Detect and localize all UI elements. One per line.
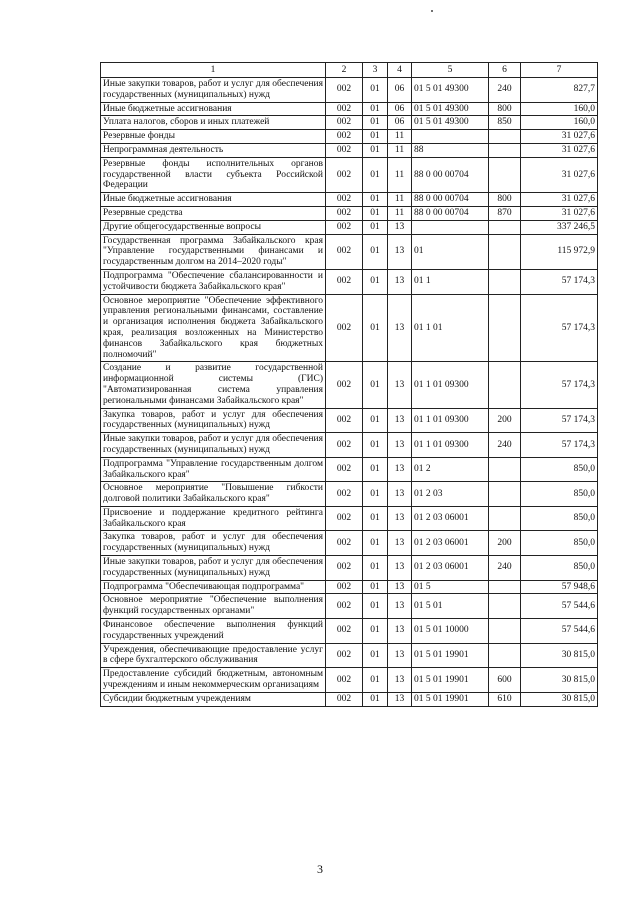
row-name-cell: Учреждения, обеспечивающие предоставление услуг в сфере бухгалтерского обслуживания [101, 643, 326, 668]
table-row [101, 234, 598, 269]
target-article-cell: 01 5 01 19901 [412, 692, 489, 706]
expense-type-cell: 240 [489, 556, 521, 581]
expense-type-cell [489, 130, 521, 144]
amount-cell: 160,0 [521, 116, 598, 130]
target-article-cell: 88 0 00 00704 [412, 157, 489, 192]
target-article-cell: 88 [412, 143, 489, 157]
row-name-cell: Создание и развитие государственной информационной системы (ГИС) "Автоматизированная система управления региональными финансами Забайкальского края" [101, 362, 326, 408]
section-cell: 01 [363, 193, 388, 207]
table-row [101, 619, 598, 644]
section-cell: 01 [363, 531, 388, 556]
table-row [101, 220, 598, 234]
amount-cell: 30 815,0 [521, 692, 598, 706]
table-row [101, 643, 598, 668]
admin-code-cell: 002 [326, 408, 363, 433]
table-row [101, 692, 598, 706]
target-article-cell: 88 0 00 00704 [412, 193, 489, 207]
column-header: 2 [326, 63, 363, 78]
expense-type-cell [489, 482, 521, 507]
subsection-cell: 11 [388, 193, 412, 207]
target-article-cell: 01 2 03 06001 [412, 506, 489, 531]
row-name-cell: Иные бюджетные ассигнования [101, 193, 326, 207]
amount-cell: 57 174,3 [521, 408, 598, 433]
expense-type-cell [489, 457, 521, 482]
subsection-cell: 06 [388, 116, 412, 130]
admin-code-cell: 002 [326, 594, 363, 619]
subsection-cell: 11 [388, 157, 412, 192]
row-name-cell: Государственная программа Забайкальского края "Управление государственными финансами и государственным долгом на 2014–2020 годы" [101, 234, 326, 269]
subsection-cell: 11 [388, 206, 412, 220]
expense-type-cell [489, 294, 521, 362]
target-article-cell: 01 1 [412, 269, 489, 294]
row-name-cell: Основное мероприятие "Повышение гибкости долговой политики Забайкальского края" [101, 482, 326, 507]
admin-code-cell: 002 [326, 433, 363, 458]
expense-type-cell: 200 [489, 408, 521, 433]
section-cell: 01 [363, 206, 388, 220]
row-name-cell: Субсидии бюджетным учреждениям [101, 692, 326, 706]
section-cell: 01 [363, 692, 388, 706]
amount-cell: 57 174,3 [521, 294, 598, 362]
target-article-cell: 01 5 01 19901 [412, 643, 489, 668]
subsection-cell: 13 [388, 643, 412, 668]
subsection-cell: 13 [388, 594, 412, 619]
section-cell: 01 [363, 619, 388, 644]
target-article-cell: 01 1 01 [412, 294, 489, 362]
section-cell: 01 [363, 556, 388, 581]
row-name-cell: Подпрограмма "Обеспечивающая подпрограмма" [101, 580, 326, 594]
column-header: 5 [412, 63, 489, 78]
section-cell: 01 [363, 482, 388, 507]
subsection-cell: 13 [388, 362, 412, 408]
amount-cell: 57 544,6 [521, 619, 598, 644]
target-article-cell: 01 2 03 06001 [412, 556, 489, 581]
budget-table [100, 62, 598, 707]
admin-code-cell: 002 [326, 692, 363, 706]
table-row [101, 408, 598, 433]
target-article-cell [412, 220, 489, 234]
row-name-cell: Подпрограмма "Управление государственным долгом Забайкальского края" [101, 457, 326, 482]
row-name-cell: Уплата налогов, сборов и иных платежей [101, 116, 326, 130]
target-article-cell: 01 2 03 06001 [412, 531, 489, 556]
row-name-cell: Другие общегосударственные вопросы [101, 220, 326, 234]
expense-type-cell [489, 362, 521, 408]
row-name-cell: Резервные средства [101, 206, 326, 220]
target-article-cell: 01 5 [412, 580, 489, 594]
subsection-cell: 13 [388, 506, 412, 531]
target-article-cell: 01 1 01 09300 [412, 362, 489, 408]
target-article-cell: 01 5 01 19901 [412, 668, 489, 693]
amount-cell: 30 815,0 [521, 668, 598, 693]
amount-cell: 850,0 [521, 556, 598, 581]
amount-cell: 337 246,5 [521, 220, 598, 234]
subsection-cell: 13 [388, 457, 412, 482]
target-article-cell: 01 2 [412, 457, 489, 482]
table-row [101, 143, 598, 157]
admin-code-cell: 002 [326, 206, 363, 220]
row-name-cell: Резервные фонды [101, 130, 326, 144]
expense-type-cell: 200 [489, 531, 521, 556]
admin-code-cell: 002 [326, 116, 363, 130]
admin-code-cell: 002 [326, 220, 363, 234]
row-name-cell: Закупка товаров, работ и услуг для обеспечения государственных (муниципальных) нужд [101, 408, 326, 433]
target-article-cell: 01 5 01 49300 [412, 78, 489, 103]
admin-code-cell: 002 [326, 78, 363, 103]
row-name-cell: Подпрограмма "Обеспечение сбалансированности и устойчивости бюджета Забайкальского края" [101, 269, 326, 294]
row-name-cell: Основное мероприятие "Обеспечение выполнения функций государственных органами" [101, 594, 326, 619]
section-cell: 01 [363, 157, 388, 192]
table-row [101, 433, 598, 458]
admin-code-cell: 002 [326, 157, 363, 192]
table-row [101, 78, 598, 103]
section-cell: 01 [363, 143, 388, 157]
row-name-cell: Иные закупки товаров, работ и услуг для обеспечения государственных (муниципальных) нужд [101, 433, 326, 458]
amount-cell: 31 027,6 [521, 130, 598, 144]
target-article-cell: 01 5 01 [412, 594, 489, 619]
expense-type-cell [489, 143, 521, 157]
amount-cell: 160,0 [521, 102, 598, 116]
amount-cell: 57 948,6 [521, 580, 598, 594]
section-cell: 01 [363, 668, 388, 693]
amount-cell: 57 174,3 [521, 433, 598, 458]
expense-type-cell: 870 [489, 206, 521, 220]
section-cell: 01 [363, 269, 388, 294]
admin-code-cell: 002 [326, 506, 363, 531]
table-row [101, 506, 598, 531]
admin-code-cell: 002 [326, 269, 363, 294]
target-article-cell: 01 5 01 49300 [412, 102, 489, 116]
section-cell: 01 [363, 433, 388, 458]
expense-type-cell: 600 [489, 668, 521, 693]
admin-code-cell: 002 [326, 482, 363, 507]
row-name-cell: Основное мероприятие "Обеспечение эффективного управления региональными финансами, составление и организация исполнения бюджета Забайкальского края, реализация возложенных на Министерство финансов Забайкальского края бюджетных полномочий" [101, 294, 326, 362]
subsection-cell: 13 [388, 234, 412, 269]
admin-code-cell: 002 [326, 580, 363, 594]
section-cell: 01 [363, 457, 388, 482]
expense-type-cell [489, 643, 521, 668]
expense-type-cell [489, 580, 521, 594]
admin-code-cell: 002 [326, 556, 363, 581]
table-row [101, 206, 598, 220]
expense-type-cell [489, 234, 521, 269]
subsection-cell: 13 [388, 294, 412, 362]
subsection-cell: 11 [388, 130, 412, 144]
section-cell: 01 [363, 362, 388, 408]
section-cell: 01 [363, 594, 388, 619]
amount-cell: 31 027,6 [521, 157, 598, 192]
target-article-cell: 01 5 01 49300 [412, 116, 489, 130]
expense-type-cell: 240 [489, 78, 521, 103]
column-header: 4 [388, 63, 412, 78]
subsection-cell: 13 [388, 668, 412, 693]
expense-type-cell: 800 [489, 193, 521, 207]
subsection-cell: 11 [388, 143, 412, 157]
table-row [101, 130, 598, 144]
subsection-cell: 13 [388, 580, 412, 594]
section-cell: 01 [363, 116, 388, 130]
row-name-cell: Присвоение и поддержание кредитного рейтинга Забайкальского края [101, 506, 326, 531]
subsection-cell: 13 [388, 269, 412, 294]
expense-type-cell: 610 [489, 692, 521, 706]
scan-speck [431, 10, 433, 12]
table-row [101, 531, 598, 556]
section-cell: 01 [363, 294, 388, 362]
subsection-cell: 13 [388, 556, 412, 581]
section-cell: 01 [363, 408, 388, 433]
section-cell: 01 [363, 130, 388, 144]
subsection-cell: 06 [388, 78, 412, 103]
table-header-row [101, 63, 598, 78]
table-row [101, 580, 598, 594]
expense-type-cell: 800 [489, 102, 521, 116]
admin-code-cell: 002 [326, 362, 363, 408]
target-article-cell: 01 2 03 [412, 482, 489, 507]
expense-type-cell [489, 506, 521, 531]
amount-cell: 57 544,6 [521, 594, 598, 619]
expense-type-cell: 850 [489, 116, 521, 130]
admin-code-cell: 002 [326, 619, 363, 644]
target-article-cell [412, 130, 489, 144]
amount-cell: 31 027,6 [521, 206, 598, 220]
column-header: 6 [489, 63, 521, 78]
subsection-cell: 13 [388, 482, 412, 507]
table-row [101, 482, 598, 507]
subsection-cell: 13 [388, 531, 412, 556]
row-name-cell: Иные закупки товаров, работ и услуг для обеспечения государственных (муниципальных) нужд [101, 556, 326, 581]
expense-type-cell: 240 [489, 433, 521, 458]
expense-type-cell [489, 220, 521, 234]
row-name-cell: Закупка товаров, работ и услуг для обеспечения государственных (муниципальных) нужд [101, 531, 326, 556]
admin-code-cell: 002 [326, 668, 363, 693]
expense-type-cell [489, 619, 521, 644]
table-row [101, 556, 598, 581]
row-name-cell: Иные бюджетные ассигнования [101, 102, 326, 116]
admin-code-cell: 002 [326, 193, 363, 207]
column-header: 1 [101, 63, 326, 78]
amount-cell: 31 027,6 [521, 193, 598, 207]
amount-cell: 57 174,3 [521, 269, 598, 294]
subsection-cell: 13 [388, 692, 412, 706]
subsection-cell: 13 [388, 220, 412, 234]
admin-code-cell: 002 [326, 130, 363, 144]
admin-code-cell: 002 [326, 643, 363, 668]
target-article-cell: 01 1 01 09300 [412, 433, 489, 458]
section-cell: 01 [363, 580, 388, 594]
amount-cell: 57 174,3 [521, 362, 598, 408]
table-row [101, 193, 598, 207]
target-article-cell: 01 5 01 10000 [412, 619, 489, 644]
target-article-cell: 01 [412, 234, 489, 269]
table-row [101, 668, 598, 693]
admin-code-cell: 002 [326, 102, 363, 116]
amount-cell: 115 972,9 [521, 234, 598, 269]
amount-cell: 30 815,0 [521, 643, 598, 668]
amount-cell: 850,0 [521, 482, 598, 507]
expense-type-cell [489, 269, 521, 294]
subsection-cell: 13 [388, 619, 412, 644]
row-name-cell: Иные закупки товаров, работ и услуг для обеспечения государственных (муниципальных) нужд [101, 78, 326, 103]
table-row [101, 362, 598, 408]
subsection-cell: 06 [388, 102, 412, 116]
page-number: 3 [317, 862, 323, 876]
table-row [101, 457, 598, 482]
table-row [101, 116, 598, 130]
admin-code-cell: 002 [326, 294, 363, 362]
table-row [101, 269, 598, 294]
target-article-cell: 88 0 00 00704 [412, 206, 489, 220]
subsection-cell: 13 [388, 408, 412, 433]
admin-code-cell: 002 [326, 234, 363, 269]
expense-type-cell [489, 594, 521, 619]
section-cell: 01 [363, 102, 388, 116]
table-row [101, 102, 598, 116]
amount-cell: 850,0 [521, 531, 598, 556]
row-name-cell: Финансовое обеспечение выполнения функций государственных учреждений [101, 619, 326, 644]
column-header: 7 [521, 63, 598, 78]
admin-code-cell: 002 [326, 143, 363, 157]
target-article-cell: 01 1 01 09300 [412, 408, 489, 433]
table-row [101, 594, 598, 619]
subsection-cell: 13 [388, 433, 412, 458]
section-cell: 01 [363, 506, 388, 531]
section-cell: 01 [363, 220, 388, 234]
section-cell: 01 [363, 643, 388, 668]
admin-code-cell: 002 [326, 457, 363, 482]
admin-code-cell: 002 [326, 531, 363, 556]
expense-type-cell [489, 157, 521, 192]
amount-cell: 827,7 [521, 78, 598, 103]
section-cell: 01 [363, 234, 388, 269]
amount-cell: 850,0 [521, 506, 598, 531]
amount-cell: 31 027,6 [521, 143, 598, 157]
section-cell: 01 [363, 78, 388, 103]
amount-cell: 850,0 [521, 457, 598, 482]
table-row [101, 157, 598, 192]
row-name-cell: Непрограммная деятельность [101, 143, 326, 157]
row-name-cell: Предоставление субсидий бюджетным, автономным учреждениям и иным некоммерческим организациям [101, 668, 326, 693]
table-row [101, 294, 598, 362]
row-name-cell: Резервные фонды исполнительных органов государственной власти субъекта Российской Федерации [101, 157, 326, 192]
column-header: 3 [363, 63, 388, 78]
